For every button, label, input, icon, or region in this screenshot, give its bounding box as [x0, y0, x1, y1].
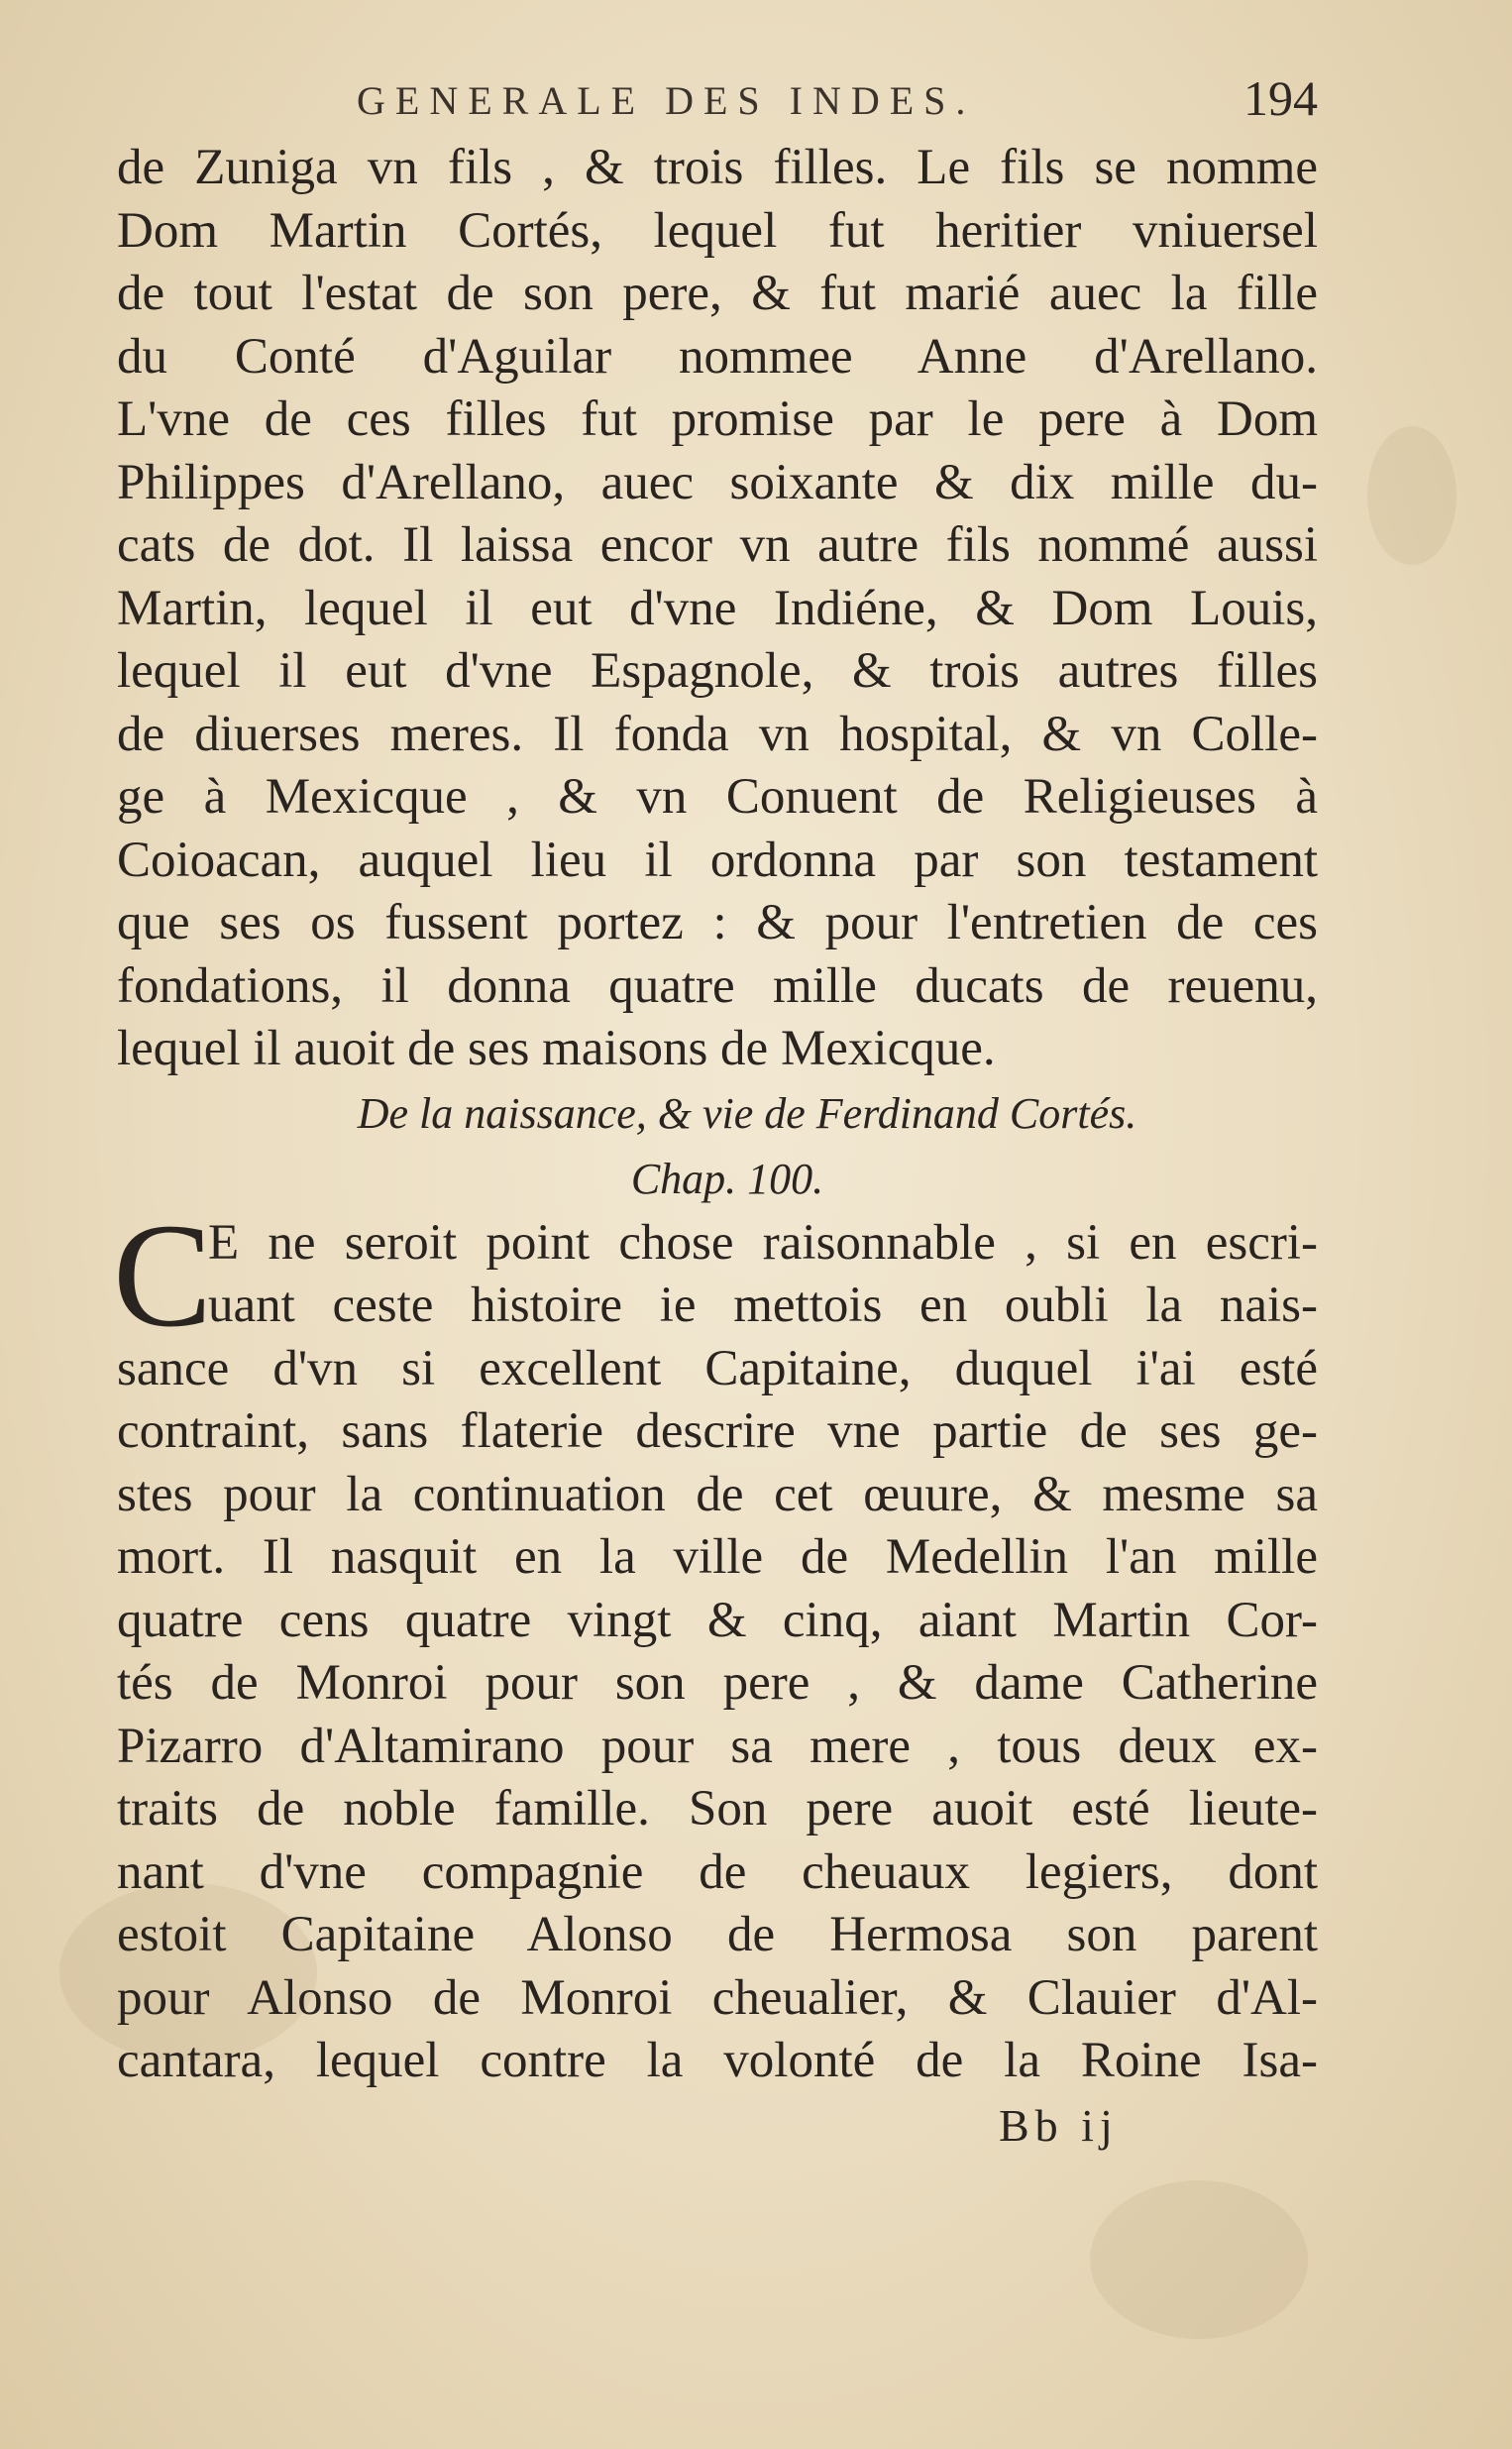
running-head: GENERALE DES INDES.: [357, 78, 976, 123]
text-line: ge à Mexicque , & vn Conuent de Religieuses à: [117, 769, 1318, 825]
text-line: mort. Il nasquit en la ville de Medellin l'an mille: [117, 1529, 1318, 1585]
text-line: cats de dot. Il laissa encor vn autre fils nommé aussi: [117, 517, 1318, 573]
text-line: quatre cens quatre vingt & cinq, aiant Martin Cor-: [117, 1592, 1318, 1648]
text-line: lequel il auoit de ses maisons de Mexicque.: [117, 1021, 996, 1076]
text-line: sance d'vn si excellent Capitaine, duquel i'ai esté: [117, 1340, 1318, 1396]
text-line: uant ceste histoire ie mettois en oubli la nais-: [208, 1278, 1318, 1333]
text-line: Coioacan, auquel lieu il ordonna par son testament: [117, 832, 1318, 888]
text-line: pour Alonso de Monroi cheualier, & Clauier d'Al-: [117, 1969, 1318, 2026]
text-line: Martin, lequel il eut d'vne Indiéne, & Dom Louis,: [117, 580, 1318, 636]
text-line: nant d'vne compagnie de cheuaux legiers, dont: [117, 1843, 1318, 1900]
text-line: contraint, sans flaterie descrire vne partie de ses ge-: [117, 1403, 1318, 1459]
text-line: Dom Martin Cortés, lequel fut heritier vniuersel: [117, 202, 1318, 259]
text-line: tés de Monroi pour son pere , & dame Catherine: [117, 1655, 1318, 1711]
page-number: 194: [1243, 70, 1318, 126]
paper-stain: [1090, 2180, 1308, 2339]
page-header: [119, 69, 1318, 139]
text-line: de Zuniga vn fils , & trois filles. Le fils se nomme: [117, 140, 1318, 195]
text-line: E ne seroit point chose raisonnable , si en escri-: [208, 1214, 1318, 1271]
text-line: cantara, lequel contre la volonté de la Roine Isa-: [117, 2033, 1318, 2088]
paragraph-1: [117, 137, 1318, 1081]
signature-line: [117, 2093, 1318, 2159]
text-line: que ses os fussent portez : & pour l'entretien de ces: [117, 895, 1318, 950]
text-line: estoit Capitaine Alonso de Hermosa son parent: [117, 1907, 1318, 1962]
text-line: de diuerses meres. Il fonda vn hospital, & vn Colle-: [117, 706, 1318, 762]
text-line: stes pour la continuation de cet œuure, & mesme sa: [117, 1466, 1318, 1522]
text-line: traits de noble famille. Son pere auoit esté lieute-: [117, 1781, 1318, 1837]
text-line: du Conté d'Aguilar nommee Anne d'Arellano.: [117, 328, 1318, 385]
paragraph-2: [113, 1192, 1318, 2093]
paper-stain: [1367, 426, 1457, 565]
text-line: de tout l'estat de son pere, & fut marié auec la fille: [117, 266, 1318, 321]
text-line: L'vne de ces filles fut promise par le pere à Dom: [117, 391, 1318, 447]
text-line: fondations, il donna quatre mille ducats de reuenu,: [117, 957, 1318, 1014]
chapter-number: Chap. 100.: [630, 1154, 824, 1203]
text-line: Pizarro d'Altamirano pour sa mere , tous deux ex-: [117, 1718, 1318, 1774]
page-body: [113, 137, 1318, 2159]
drop-capital: C: [113, 1192, 213, 1358]
text-line: lequel il eut d'vne Espagnole, & trois autres filles: [117, 643, 1318, 699]
text-line: Philippes d'Arellano, auec soixante & dix mille du-: [117, 454, 1318, 510]
signature-mark: Bb ij: [999, 2099, 1119, 2151]
chapter-title: De la naissance, & vie de Ferdinand Cortés.: [357, 1088, 1137, 1138]
